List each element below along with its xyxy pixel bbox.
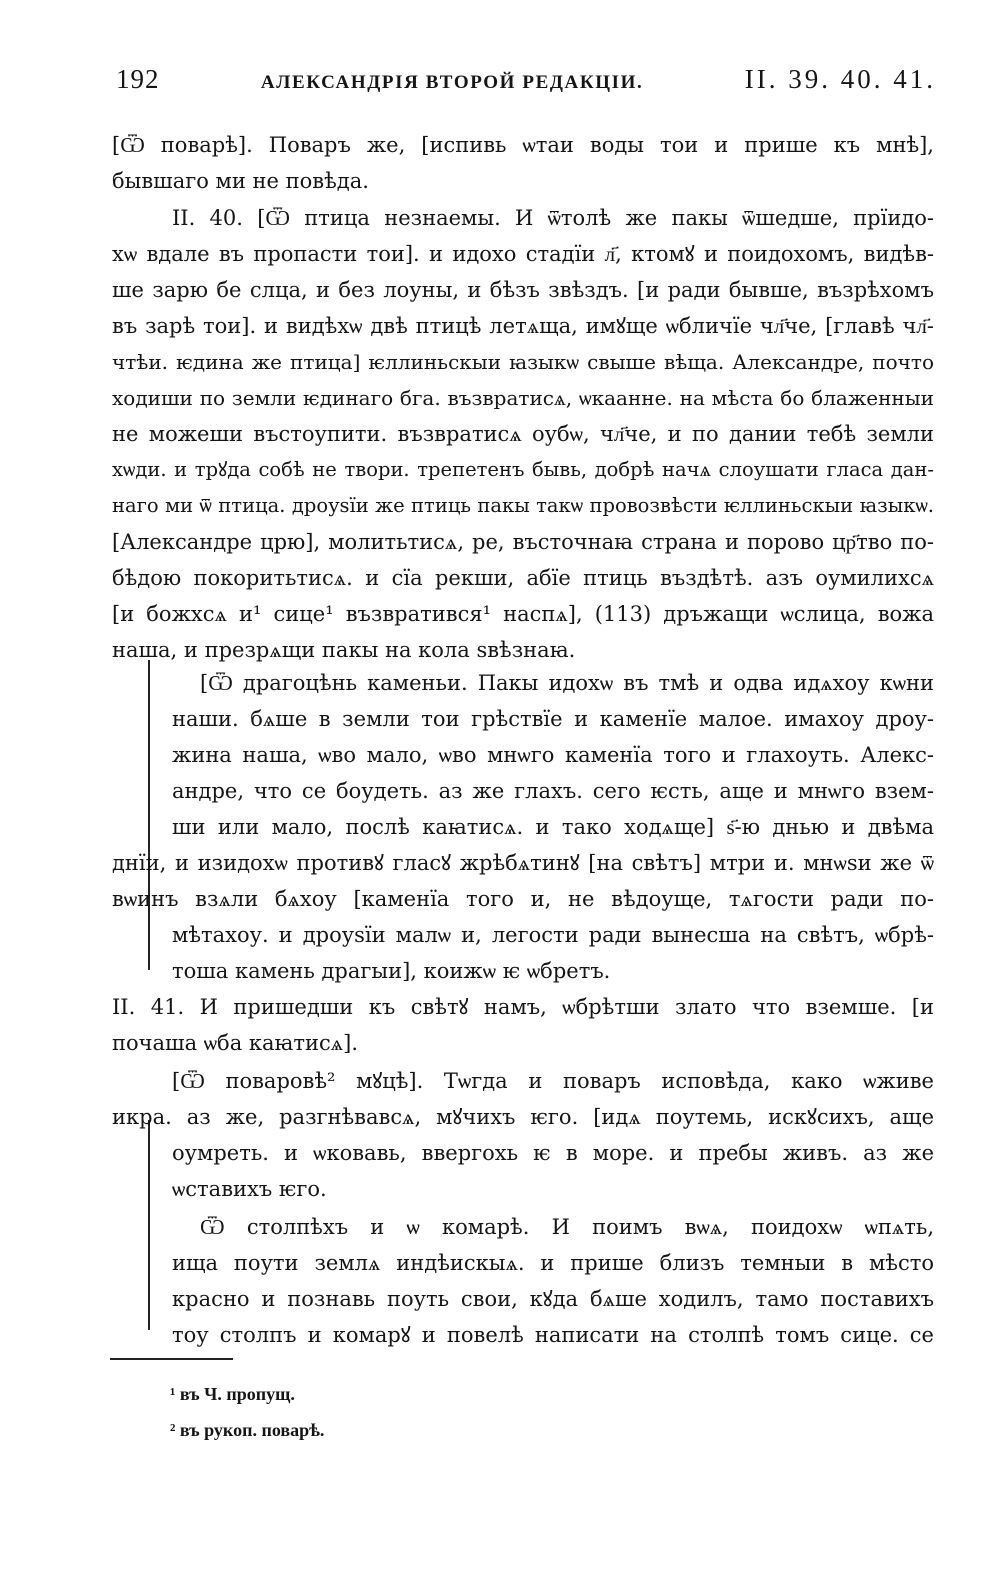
text-line: вѡинъ взѧли бѧхоу [каменїа того и, не вѣдоуще, тѧгости ради по-	[112, 887, 934, 911]
section-reference: II. 39. 40. 41.	[744, 64, 936, 94]
text-line: почаша ѡба каꙗтисѧ].	[112, 1031, 359, 1055]
text-line: тоша камень драгыи], коижѡ ѥ ѡбретъ.	[172, 959, 611, 983]
section-heading-line: II. 41. И пришедши къ свѣтꙋ намъ, ѡбрѣтши злато что вземше. [и	[112, 995, 934, 1019]
text-line: ходиши по земли ѥдинаго бга. възвратисѧ, ѡкаанне. на мѣста бо блаженныи	[112, 386, 934, 410]
page-number: 192	[116, 64, 160, 94]
text-line: ши или мало, послѣ каꙗтисѧ. и тако ходѧще] ѕ҃-ю днью и двѣма	[172, 815, 934, 839]
footnote: ¹ въ Ч. пропущ.	[170, 1384, 295, 1404]
text-line: [Ѿ драгоцѣнь каменьи. Пакы идохѡ въ тмѣ и одва идѧхоу кѡни	[200, 671, 934, 695]
text-line: оумреть. и ѡковавь, ввергохь ѥ в море. и пребы живъ. аз же	[172, 1141, 934, 1165]
text-line: бѣдою покоритьтисѧ. и сїа рекши, абїе птиць въздѣтѣ. азъ оумилихсѧ	[112, 566, 934, 590]
text-line: наго ми ѿ птица. дроуѕїи же птиць пакы такѡ провозвѣсти ѥллиньскыи ꙗзыкѡ.	[112, 494, 934, 517]
text-line: Ѿ столпѣхъ и ѡ комарѣ. И поимъ вѡѧ, поидохѡ ѡпѧть,	[200, 1215, 934, 1239]
text-line: въ зарѣ тои]. и видѣхѡ двѣ птицѣ летѧща, имꙋще ѡбличїе чл҃че, [главѣ чл҃-	[112, 314, 934, 338]
footnote-rule	[110, 1358, 233, 1360]
running-header	[116, 64, 936, 104]
text-line: красно и познавь поуть свои, кꙋда бѧше ходилъ, тамо поставихъ	[172, 1287, 934, 1311]
text-line: жина наша, ѡво мало, ѡво мнѡго каменїа того и глахоуть. Алекс-	[172, 743, 934, 767]
text-line: [Ѿ поварѣ]. Поваръ же, [испивь ѡтаи воды тои и прише къ мнѣ],	[112, 133, 934, 157]
text-line: тоу столпъ и комарꙋ и повелѣ написати на столпѣ томъ сице. се	[172, 1323, 934, 1347]
text-line: наша, и презрѧщи пакы на кола ѕвѣзнаꙗ.	[112, 638, 576, 662]
margin-bar	[148, 1120, 150, 1330]
text-line: бывшаго ми не повѣда.	[112, 169, 369, 193]
text-line: не можеши въстоупити. възвратисѧ оубѡ, чл҃че, и по дании тебѣ земли	[112, 422, 934, 446]
text-line: наши. бѧше в земли тои грѣствїе и каменїе малое. имахоу дроу-	[172, 707, 934, 731]
text-line: днїи, и изидохѡ противꙋ гласꙋ жрѣбѧтинꙋ [на свѣтъ] мтри и. мнѡѕи же ѿ	[112, 851, 934, 875]
text-line: андре, что се боудеть. аз же глахъ. сего ѥсть, аще и мнѡго взем-	[172, 779, 934, 803]
section-heading-line: II. 40. [Ѿ птица незнаемы. И ѿтолѣ же пакы ѿшедше, прїидо-	[172, 206, 934, 230]
text-line: чтѣи. ѥдина же птица] ѥллиньскыи ꙗзыкѡ свыше вѣща. Александре, почто	[112, 350, 934, 374]
margin-bar	[148, 660, 150, 970]
text-line: мѣтахоу. и дроуѕїи малѡ и, легости ради вынесша на свѣтъ, ѡбрѣ-	[172, 923, 934, 947]
footnote: ² въ рукоп. поварѣ.	[170, 1420, 325, 1440]
text-line: [и божхсѧ и¹ сице¹ възвратився¹ наспѧ], (113) дръжащи ѡслица, вожа	[112, 602, 934, 626]
text-line: ища поути землѧ индѣискыѧ. и прише близъ темныи в мѣсто	[172, 1251, 934, 1275]
text-line: [Александре црю], молитьтисѧ, ре, въсточнаꙗ страна и порово цр҃тво по-	[112, 530, 934, 554]
text-line: икра. аз же, разгнѣвавсѧ, мꙋчихъ ѥго. [идѧ поутемь, искꙋсихъ, аще	[112, 1105, 934, 1129]
text-line: ѡставихъ ѥго.	[172, 1177, 327, 1201]
text-line: хѡди. и трꙋда собѣ не твори. трепетенъ бывь, добрѣ начѧ слоушати гласа дан-	[112, 458, 934, 481]
text-line: [Ѿ поваровѣ² мꙋцѣ]. Тѡгда и поваръ исповѣда, како ѡживе	[172, 1069, 934, 1093]
running-title: АЛЕКСАНДРІЯ ВТОРОЙ РЕДАКЦІИ.	[260, 72, 644, 93]
text-line: хѡ вдале въ пропасти тои]. и идохо стадїи л҃, ктомꙋ и поидохомъ, видѣв-	[112, 242, 934, 266]
text-line: ше зарю бе слца, и без лоуны, и бѣзъ звѣздъ. [и ради бывше, възрѣхомъ	[112, 278, 934, 302]
